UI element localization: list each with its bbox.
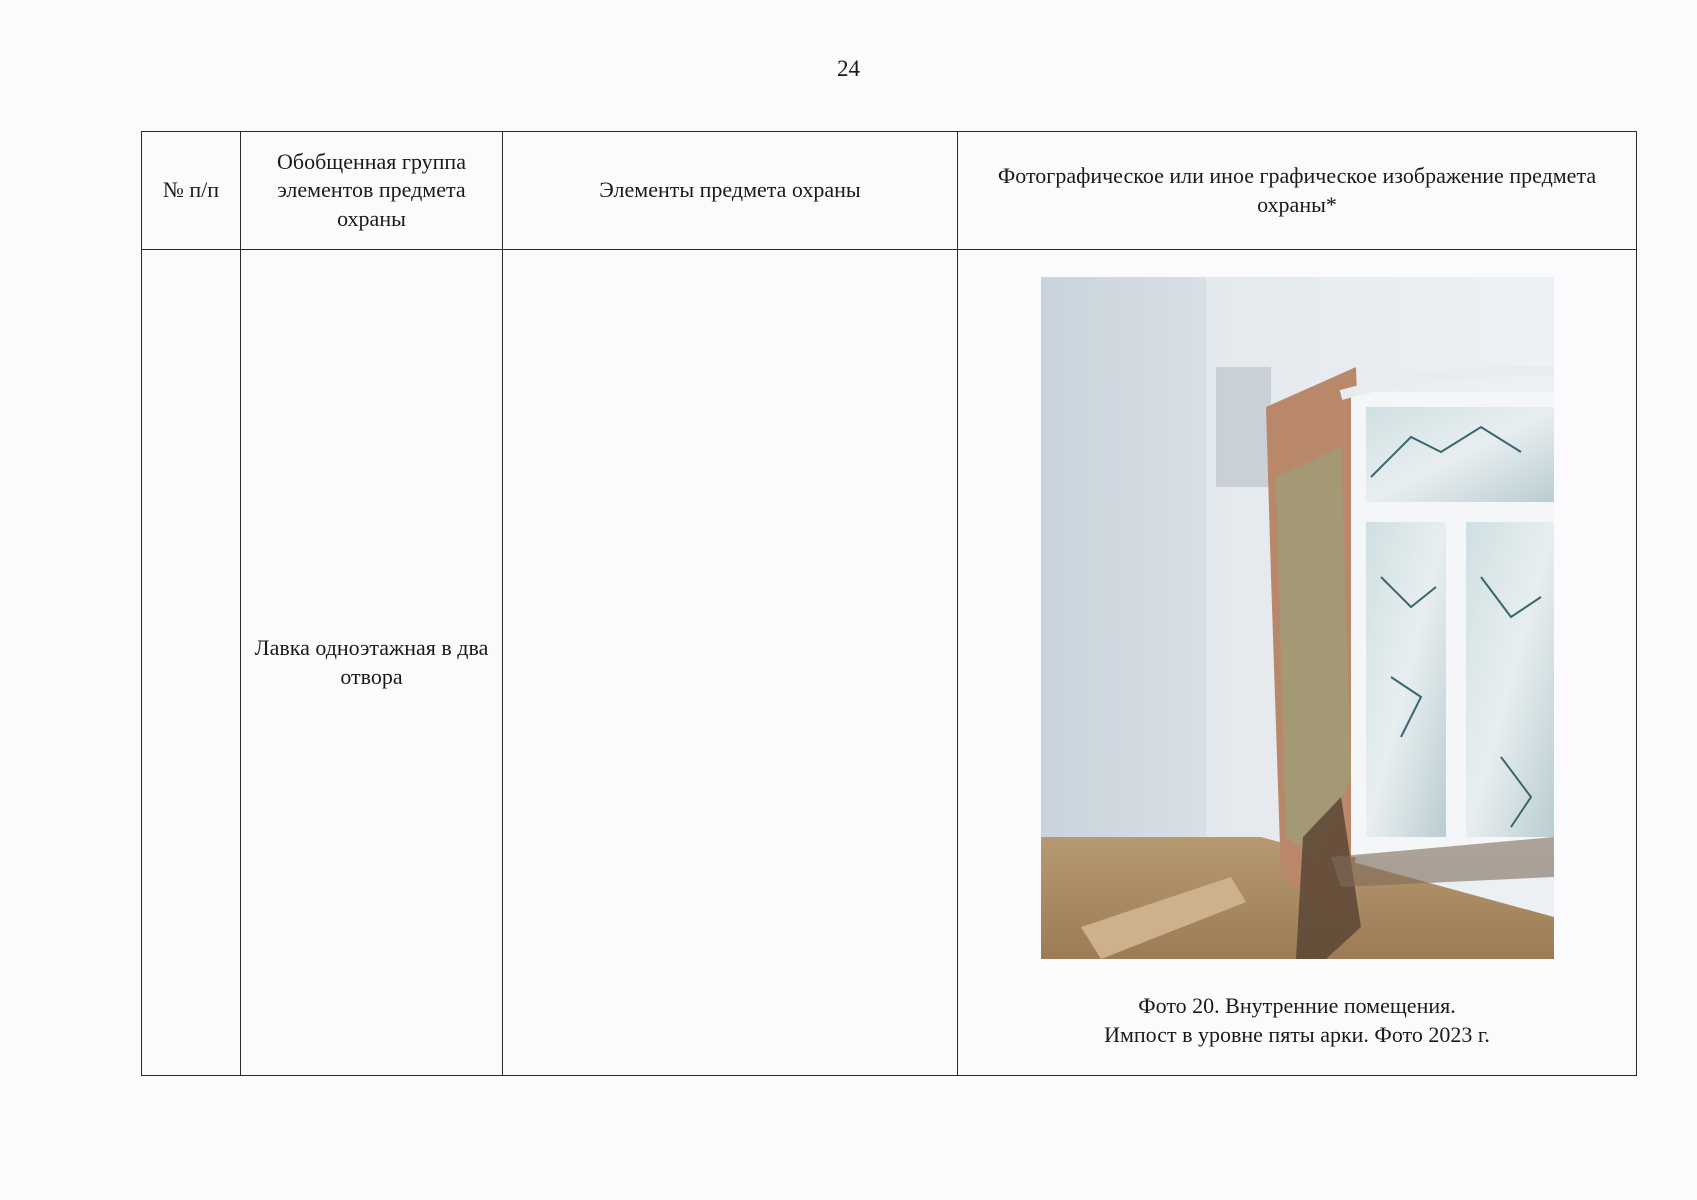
header-photo: Фотографическое или иное графическое изображение предмета охраны*: [958, 132, 1637, 250]
photo-caption: [958, 992, 1636, 1049]
caption-line-1: Фото 20. Внутренние помещения.: [1138, 993, 1456, 1018]
interior-photo: [1041, 277, 1554, 959]
header-number: № п/п: [142, 132, 241, 250]
caption-line-2: Импост в уровне пяты арки. Фото 2023 г.: [1104, 1021, 1490, 1047]
table-row: [142, 250, 1637, 1076]
cell-photo: [958, 250, 1637, 1076]
header-elements: Элементы предмета охраны: [503, 132, 958, 250]
header-row: [142, 132, 1637, 250]
cell-elements: [503, 250, 958, 1076]
header-group: Обобщенная группа элементов предмета охраны: [241, 132, 503, 250]
protection-table: [141, 131, 1637, 1076]
page-number: 24: [837, 56, 860, 81]
cell-number: [142, 250, 241, 1076]
cell-group: Лавка одноэтажная в два отвора: [241, 250, 503, 1076]
